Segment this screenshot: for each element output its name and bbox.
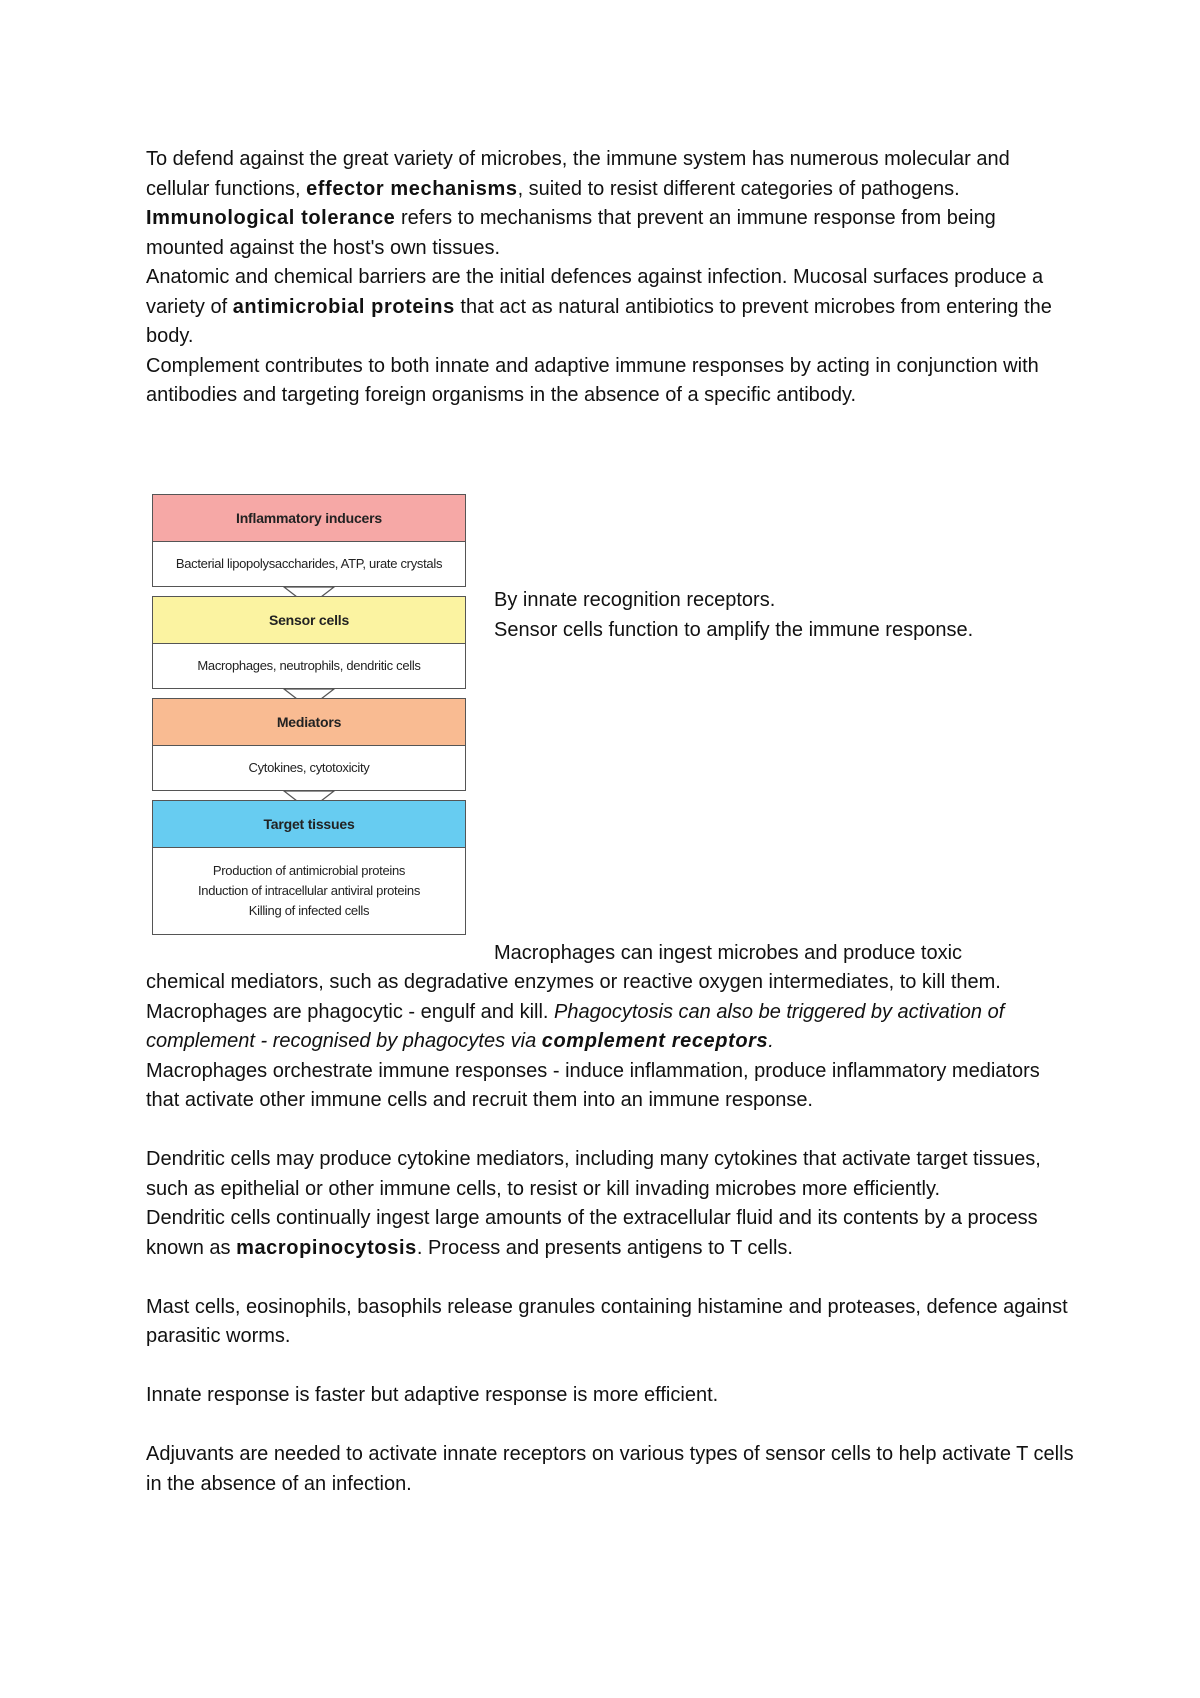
paragraph-effector-mechanisms: To defend against the great variety of microbes, the immune system has numerous molecular and cellular functions, effector mechanisms, suited to resist different categories of pathogens. (146, 148, 1010, 200)
stage-body-line: Production of antimicrobial proteins (212, 863, 406, 878)
term-immunological-tolerance: Immunological tolerance (146, 207, 396, 229)
stage-body-line: Killing of infected cells (248, 903, 370, 918)
paragraph-dendritic-cytokines: Dendritic cells may produce cytokine mediators, including many cytokines that activate target tissues, such as epithelial or other immune cells, to resist or kill invading microbes more efficiently. (146, 1148, 1041, 1200)
paragraph-macrophage-mediators: chemical mediators, such as degradative enzymes or reactive oxygen intermediates, to kill them. (146, 971, 1001, 993)
term-effector-mechanisms: effector mechanisms (306, 177, 518, 200)
stage-body: Bacterial lipopolysaccharides, ATP, urate crystals (153, 541, 465, 586)
paragraph-immunological-tolerance: Immunological tolerance refers to mechanisms that prevent an immune response from being mounted against the host's own tissues. (146, 207, 996, 259)
term-macropinocytosis: macropinocytosis (236, 1236, 417, 1259)
paragraph-mast-cells: Mast cells, eosinophils, basophils release granules containing histamine and proteases, defence against parasitic worms. (146, 1295, 1068, 1347)
stage-inflammatory-inducers (152, 494, 466, 587)
intro-section (146, 145, 1076, 411)
macrophage-first-line: Macrophages can ingest microbes and produce toxic (494, 942, 963, 964)
stage-target-tissues (152, 800, 466, 935)
side-note-line: By innate recognition receptors. (494, 589, 776, 611)
stage-title: Inflammatory inducers (153, 495, 465, 541)
side-note-line: Sensor cells function to amplify the immune response. (494, 618, 974, 641)
stage-body: Macrophages, neutrophils, dendritic cells (153, 643, 465, 688)
stage-body-line: Induction of intracellular antiviral proteins (197, 883, 421, 898)
main-body-section (146, 968, 1076, 1499)
paragraph-macrophage-orchestrate: Macrophages orchestrate immune responses - induce inflammation, produce inflammatory mediators that activate other immune cells and recruit them into an immune response. (146, 1059, 1040, 1111)
term-antimicrobial-proteins: antimicrobial proteins (232, 295, 455, 318)
stage-title: Target tissues (153, 801, 465, 847)
stage-title: Mediators (153, 699, 465, 745)
paragraph-complement: Complement contributes to both innate and adaptive immune responses by acting in conjunction with antibodies and targeting foreign organisms in the absence of a specific antibody. (146, 354, 1039, 406)
stage-body (153, 847, 465, 934)
paragraph-innate-vs-adaptive: Innate response is faster but adaptive response is more efficient. (146, 1384, 719, 1406)
diagram-side-note (494, 586, 973, 645)
stage-sensor-cells (152, 596, 466, 689)
paragraph-barriers: Anatomic and chemical barriers are the initial defences against infection. Mucosal surfaces produce a variety of antimicrobial proteins that act as natural antibiotics to prevent microbes from entering the body. (146, 266, 1052, 347)
stage-body: Cytokines, cytotoxicity (153, 745, 465, 790)
stage-mediators (152, 698, 466, 791)
paragraph-adjuvants: Adjuvants are needed to activate innate receptors on various types of sensor cells to help activate T cells in the absence of an infection. (146, 1443, 1074, 1495)
paragraph-dendritic-macropinocytosis: Dendritic cells continually ingest large amounts of the extracellular fluid and its contents by a process known as macropinocytosis. Process and presents antigens to T cells. (146, 1207, 1038, 1259)
stage-title: Sensor cells (153, 597, 465, 643)
paragraph-phagocytosis: Macrophages are phagocytic - engulf and kill. Phagocytosis can also be triggered by activation of complement - recognised by phagocytes via complement receptors. (146, 1000, 1005, 1052)
term-complement-receptors: complement receptors (541, 1030, 769, 1052)
